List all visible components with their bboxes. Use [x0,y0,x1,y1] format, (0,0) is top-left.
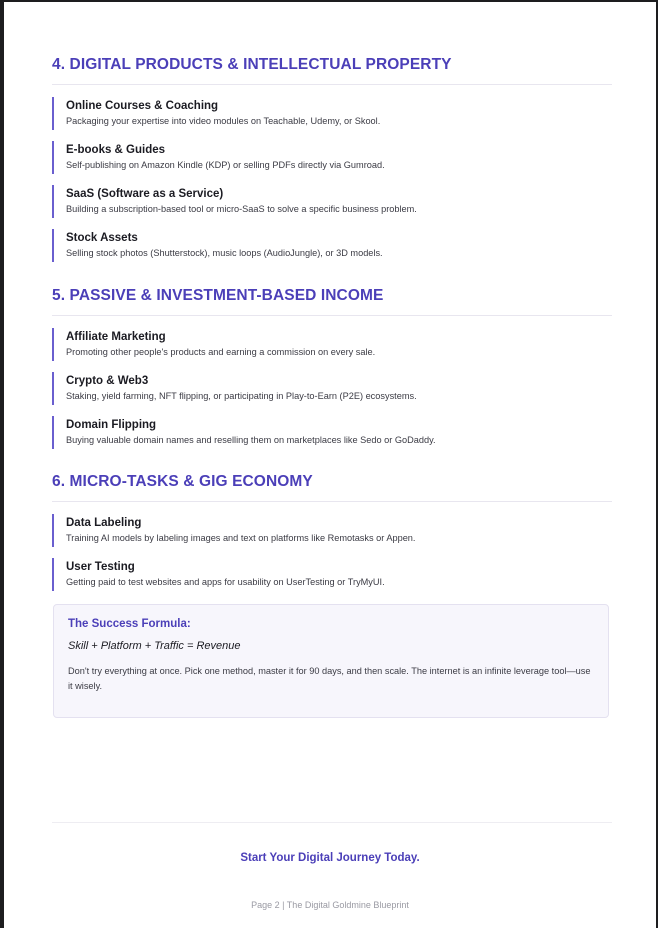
item-description: Promoting other people's products and earning a commission on every sale. [66,347,376,357]
list-item [52,372,612,405]
list-item [52,514,612,547]
item-title: User Testing [66,561,135,573]
item-title: E-books & Guides [66,144,166,156]
item-description: Training AI models by labeling images and text on platforms like Remotasks or Appen. [66,533,416,543]
section-passive-income [52,287,612,460]
item-title: Online Courses & Coaching [66,100,219,112]
section-digital-products [52,56,612,273]
item-description: Getting paid to test websites and apps for usability on UserTesting or TryMyUI. [66,577,385,587]
callout-title: The Success Formula: [68,618,191,630]
item-description: Packaging your expertise into video modules on Teachable, Udemy, or Skool. [66,116,381,126]
footer-divider [52,822,612,823]
item-description: Buying valuable domain names and reselling them on marketplaces like Sedo or GoDaddy. [66,435,436,445]
callout-formula: Skill + Platform + Traffic = Revenue [68,640,241,652]
page-number: Page 2 | The Digital Goldmine Blueprint [251,900,409,910]
item-description: Selling stock photos (Shutterstock), music loops (AudioJungle), or 3D models. [66,248,383,258]
footer-cta: Start Your Digital Journey Today. [240,852,420,864]
success-formula-callout [53,604,609,718]
item-description: Staking, yield farming, NFT flipping, or participating in Play-to-Earn (P2E) ecosystems. [66,391,417,401]
list-item [52,416,612,449]
callout-body: Don't try everything at once. Pick one method, master it for 90 days, and then scale. The internet is an infinite leverage tool—use it wisely. [68,666,591,691]
item-description: Self-publishing on Amazon Kindle (KDP) or selling PDFs directly via Gumroad. [66,160,385,170]
item-title: Data Labeling [66,517,142,529]
document-page [4,2,656,928]
list-item [52,328,612,361]
section-title: 6. MICRO-TASKS & GIG ECONOMY [52,473,612,502]
item-description: Building a subscription-based tool or micro-SaaS to solve a specific business problem. [66,204,417,214]
item-title: Stock Assets [66,232,138,244]
item-title: Affiliate Marketing [66,331,166,343]
list-item [52,141,612,174]
list-item [52,558,612,591]
section-title: 4. DIGITAL PRODUCTS & INTELLECTUAL PROPERTY [52,56,612,85]
list-item [52,229,612,262]
section-title: 5. PASSIVE & INVESTMENT-BASED INCOME [52,287,612,316]
item-title: Crypto & Web3 [66,375,149,387]
section-micro-tasks [52,473,612,602]
item-title: SaaS (Software as a Service) [66,188,224,200]
list-item [52,185,612,218]
item-title: Domain Flipping [66,419,157,431]
list-item [52,97,612,130]
